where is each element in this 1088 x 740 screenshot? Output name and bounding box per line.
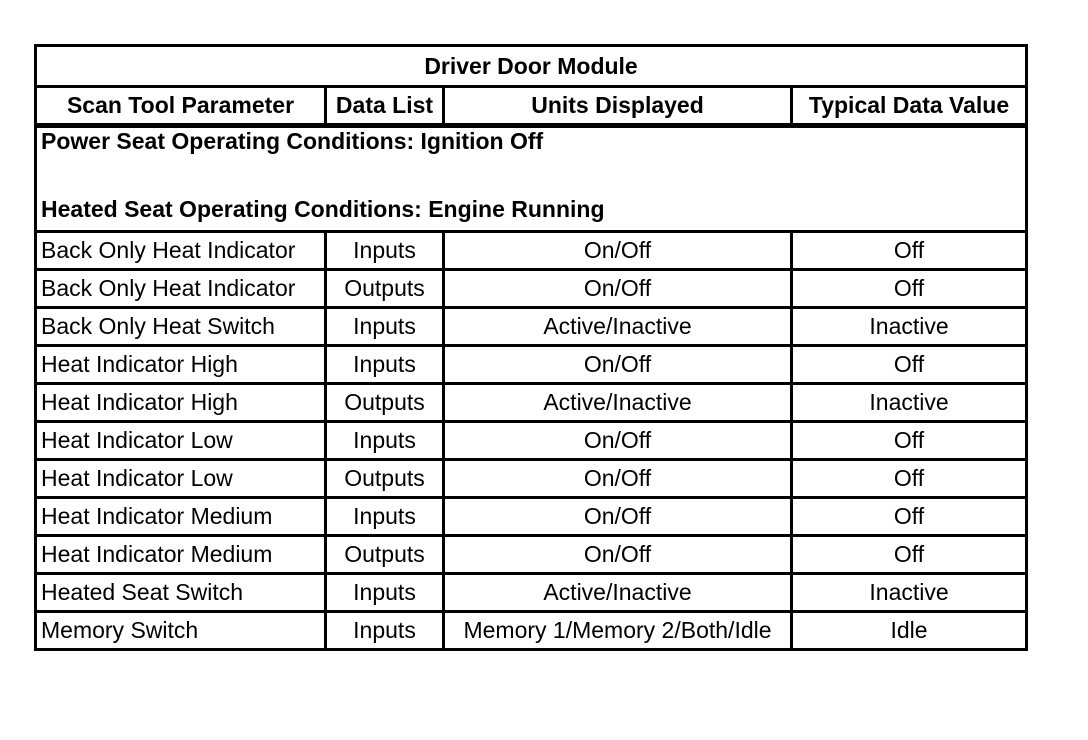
column-header-row — [36, 87, 1027, 126]
cell-data-list: Inputs — [326, 422, 444, 460]
driver-door-module-table — [34, 44, 1028, 651]
cell-typical-value: Off — [792, 346, 1027, 384]
cell-typical-value: Idle — [792, 612, 1027, 650]
table-row — [36, 308, 1027, 346]
cell-parameter: Heat Indicator Low — [36, 422, 326, 460]
header-units-displayed: Units Displayed — [444, 87, 792, 126]
cell-units: On/Off — [444, 422, 792, 460]
table-row — [36, 232, 1027, 270]
power-seat-conditions: Power Seat Operating Conditions: Ignition Off — [41, 128, 544, 154]
cell-units: On/Off — [444, 498, 792, 536]
cell-typical-value: Inactive — [792, 384, 1027, 422]
table-row — [36, 422, 1027, 460]
cell-units: On/Off — [444, 346, 792, 384]
heated-seat-conditions: Heated Seat Operating Conditions: Engine Running — [41, 196, 605, 222]
cell-units: On/Off — [444, 232, 792, 270]
cell-units: Active/Inactive — [444, 384, 792, 422]
cell-typical-value: Off — [792, 536, 1027, 574]
cell-parameter: Back Only Heat Indicator — [36, 270, 326, 308]
cell-typical-value: Off — [792, 498, 1027, 536]
cell-typical-value: Off — [792, 460, 1027, 498]
header-scan-tool-parameter: Scan Tool Parameter — [36, 87, 326, 126]
operating-conditions-cell — [36, 126, 1027, 232]
cell-data-list: Outputs — [326, 460, 444, 498]
cell-units: On/Off — [444, 270, 792, 308]
cell-parameter: Memory Switch — [36, 612, 326, 650]
cell-typical-value: Off — [792, 422, 1027, 460]
table-title-row — [36, 46, 1027, 87]
cell-data-list: Outputs — [326, 270, 444, 308]
cell-data-list: Inputs — [326, 308, 444, 346]
cell-data-list: Inputs — [326, 574, 444, 612]
cell-units: Memory 1/Memory 2/Both/Idle — [444, 612, 792, 650]
cell-data-list: Outputs — [326, 536, 444, 574]
table-title: Driver Door Module — [36, 46, 1027, 87]
table-row — [36, 498, 1027, 536]
cell-data-list: Inputs — [326, 612, 444, 650]
table-row — [36, 384, 1027, 422]
table-row — [36, 574, 1027, 612]
cell-parameter: Back Only Heat Switch — [36, 308, 326, 346]
table-row — [36, 270, 1027, 308]
cell-parameter: Heat Indicator Medium — [36, 536, 326, 574]
cell-parameter: Heated Seat Switch — [36, 574, 326, 612]
cell-typical-value: Inactive — [792, 574, 1027, 612]
header-data-list: Data List — [326, 87, 444, 126]
operating-conditions-row — [36, 126, 1027, 232]
table-row — [36, 536, 1027, 574]
cell-parameter: Heat Indicator Low — [36, 460, 326, 498]
cell-parameter: Heat Indicator Medium — [36, 498, 326, 536]
cell-data-list: Inputs — [326, 346, 444, 384]
cell-parameter: Back Only Heat Indicator — [36, 232, 326, 270]
cell-data-list: Inputs — [326, 498, 444, 536]
cell-parameter: Heat Indicator High — [36, 384, 326, 422]
cell-units: On/Off — [444, 536, 792, 574]
table-row — [36, 346, 1027, 384]
header-typical-data-value: Typical Data Value — [792, 87, 1027, 126]
cell-units: Active/Inactive — [444, 308, 792, 346]
cell-units: Active/Inactive — [444, 574, 792, 612]
cell-typical-value: Inactive — [792, 308, 1027, 346]
table-row — [36, 460, 1027, 498]
cell-units: On/Off — [444, 460, 792, 498]
cell-data-list: Outputs — [326, 384, 444, 422]
cell-typical-value: Off — [792, 232, 1027, 270]
table-row — [36, 612, 1027, 650]
cell-typical-value: Off — [792, 270, 1027, 308]
cell-parameter: Heat Indicator High — [36, 346, 326, 384]
cell-data-list: Inputs — [326, 232, 444, 270]
